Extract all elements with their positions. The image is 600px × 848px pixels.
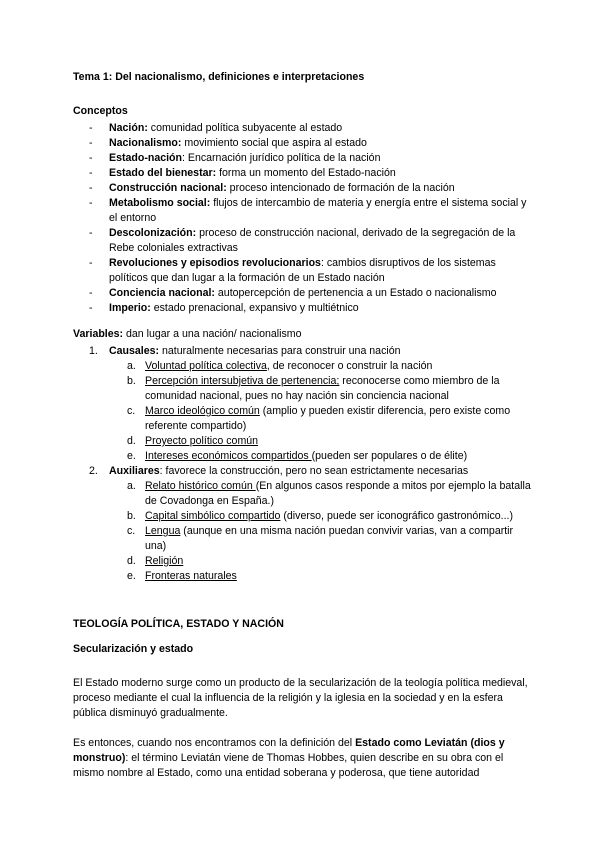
concept-term: Revoluciones y episodios revolucionarios — [109, 257, 321, 269]
concept-item — [73, 136, 533, 151]
paragraph-secularization: El Estado moderno surge como un producto de la secularización de la teología política medieval, proceso mediante el cual la influencia de la religión y la iglesia en la sociedad y en la esfera pública disminuyó gradualmente. — [73, 677, 528, 719]
concept-item — [73, 166, 533, 181]
dash-bullet: - — [89, 197, 93, 209]
concept-term: Metabolismo social: — [109, 197, 211, 209]
sub-item-text: (aunque en una misma nación puedan convivir varias, van a compartir una) — [145, 525, 514, 552]
concept-item — [73, 151, 533, 166]
list-number: 2. — [89, 465, 98, 477]
concept-term: Conciencia nacional: — [109, 287, 215, 299]
paragraph-text: : el término Leviatán viene de Thomas Hobbes, quien describe en su obra con el mismo nombre al Estado, como una entidad soberana y poderosa, que tiene autoridad — [73, 752, 504, 779]
dash-bullet: - — [89, 227, 93, 239]
sub-item — [109, 359, 533, 374]
sub-item-underlined: Percepción intersubjetiva de pertenencia; — [145, 375, 340, 387]
concept-term: Imperio: — [109, 302, 151, 314]
document-page — [73, 70, 533, 796]
sub-item-underlined: Religión — [145, 555, 184, 567]
concept-term: Nación: — [109, 122, 148, 134]
concept-definition: movimiento social que aspira al estado — [181, 137, 367, 149]
list-letter: e. — [127, 570, 136, 582]
concepts-heading: Conceptos — [73, 105, 128, 117]
variable-group-auxiliares — [73, 464, 533, 584]
list-letter: c. — [127, 405, 136, 417]
paragraph-bold: Estado como Leviatán (dios y monstruo) — [73, 737, 505, 764]
list-letter: c. — [127, 525, 136, 537]
group-definition: naturalmente necesarias para construir una nación — [159, 345, 401, 357]
list-letter: b. — [127, 510, 136, 522]
section-title: TEOLOGÍA POLÍTICA, ESTADO Y NACIÓN — [73, 618, 284, 630]
concept-item — [73, 196, 533, 226]
sub-item — [109, 374, 533, 404]
sub-item-text: (diverso, puede ser iconográfico gastronómico...) — [280, 510, 514, 522]
paragraph-text: Es entonces, cuando nos encontramos con la definición del — [73, 737, 356, 749]
sub-item-underlined: Voluntad política colectiva — [145, 360, 267, 372]
concept-item — [73, 286, 533, 301]
sub-item-text: (pueden ser populares o de élite) — [311, 450, 468, 462]
concept-definition: comunidad política subyacente al estado — [147, 122, 343, 134]
sub-item-underlined: Proyecto político común — [145, 435, 259, 447]
sub-item — [109, 479, 533, 509]
dash-bullet: - — [89, 137, 93, 149]
group-term: Auxiliares — [109, 465, 160, 477]
dash-bullet: - — [89, 152, 93, 164]
causales-sublist — [109, 359, 533, 464]
list-number: 1. — [89, 345, 98, 357]
concept-definition: flujos de intercambio de materia y energía entre el sistema social y el entorno — [109, 197, 527, 224]
sub-item-underlined: Intereses económicos compartidos — [145, 450, 312, 462]
sub-item-text: (En algunos casos responde a mitos por ejemplo la batalla de Covadonga en España.) — [145, 480, 531, 507]
variables-label: Variables: — [73, 328, 124, 340]
sub-item — [109, 524, 533, 554]
concept-term: Construcción nacional: — [109, 182, 227, 194]
concept-definition: : Encarnación jurídico política de la nación — [182, 152, 381, 164]
concept-definition: proceso intencionado de formación de la nación — [226, 182, 455, 194]
sub-item-underlined: Capital simbólico compartido — [145, 510, 281, 522]
concept-item — [73, 226, 533, 256]
concept-definition: forma un momento del Estado-nación — [216, 167, 396, 179]
sub-item-text: (amplio y pueden existir diferencia, pero existe como referente compartido) — [145, 405, 511, 432]
sub-item-underlined: Relato histórico común — [145, 480, 256, 492]
list-letter: a. — [127, 480, 136, 492]
list-letter: d. — [127, 435, 136, 447]
list-letter: b. — [127, 375, 136, 387]
concept-item — [73, 181, 533, 196]
variables-description: dan lugar a una nación/ nacionalismo — [123, 328, 302, 340]
concept-item — [73, 256, 533, 286]
concepts-list — [73, 121, 533, 316]
sub-item — [109, 554, 533, 569]
concept-term: Descolonización: — [109, 227, 197, 239]
sub-item-underlined: Fronteras naturales — [145, 570, 237, 582]
concept-definition: estado prenacional, expansivo y multiétnico — [150, 302, 359, 314]
list-letter: a. — [127, 360, 136, 372]
sub-item — [109, 434, 533, 449]
sub-item-text: , de reconocer o construir la nación — [266, 360, 433, 372]
dash-bullet: - — [89, 167, 93, 179]
document-title: Tema 1: Del nacionalismo, definiciones e interpretaciones — [73, 71, 365, 83]
section-subtitle: Secularización y estado — [73, 643, 194, 655]
concept-definition: proceso de construcción nacional, derivado de la segregación de la Rebe coloniales extractivas — [109, 227, 516, 254]
sub-item-text: reconocerse como miembro de la comunidad nacional, pues no hay nación sin conciencia nacional — [145, 375, 500, 402]
sub-item-underlined: Marco ideológico común — [145, 405, 260, 417]
variables-list — [73, 344, 533, 584]
concept-term: Estado del bienestar: — [109, 167, 217, 179]
paragraph-leviathan — [73, 736, 533, 781]
dash-bullet: - — [89, 302, 93, 314]
variables-intro — [73, 327, 533, 342]
sub-item — [109, 449, 533, 464]
sub-item — [109, 569, 533, 584]
dash-bullet: - — [89, 122, 93, 134]
dash-bullet: - — [89, 257, 93, 269]
group-definition: : favorece la construcción, pero no sean estrictamente necesarias — [159, 465, 469, 477]
concept-definition: : cambios disruptivos de los sistemas políticos que dan lugar a la formación de un Estado nación — [109, 257, 496, 284]
sub-item-underlined: Lengua — [145, 525, 181, 537]
concept-item — [73, 301, 533, 316]
concept-term: Nacionalismo: — [109, 137, 182, 149]
dash-bullet: - — [89, 287, 93, 299]
dash-bullet: - — [89, 182, 93, 194]
concept-term: Estado-nación — [109, 152, 182, 164]
sub-item — [109, 404, 533, 434]
concept-item — [73, 121, 533, 136]
sub-item — [109, 509, 533, 524]
list-letter: d. — [127, 555, 136, 567]
auxiliares-sublist — [109, 479, 533, 584]
variable-group-causales — [73, 344, 533, 464]
group-term: Causales: — [109, 345, 160, 357]
concept-definition: autopercepción de pertenencia a un Estado o nacionalismo — [214, 287, 497, 299]
list-letter: e. — [127, 450, 136, 462]
